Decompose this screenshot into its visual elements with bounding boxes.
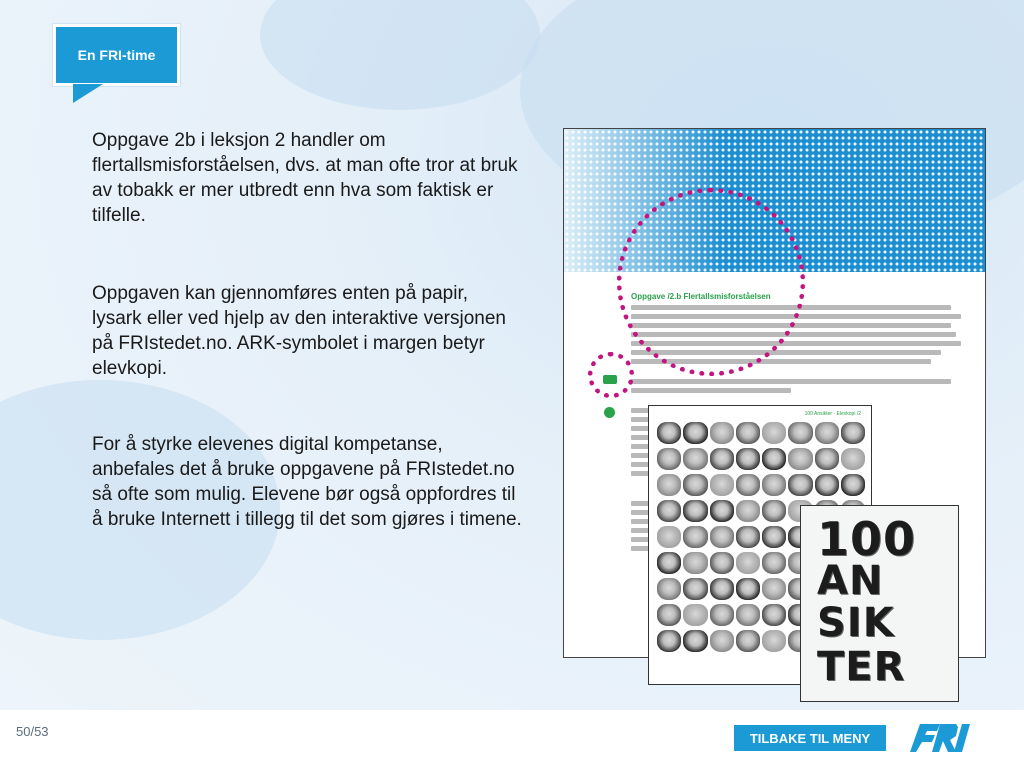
portrait-thumbnail bbox=[710, 578, 734, 600]
portrait-thumbnail bbox=[657, 578, 681, 600]
elevkopi-label: 100 Ansikter · Elevkopi /2 bbox=[804, 411, 861, 417]
portrait-thumbnail bbox=[710, 630, 734, 652]
text-line bbox=[631, 388, 791, 393]
section-tag bbox=[53, 24, 180, 86]
portrait-thumbnail bbox=[657, 552, 681, 574]
portrait-thumbnail bbox=[815, 422, 839, 444]
portrait-thumbnail bbox=[657, 474, 681, 496]
portrait-thumbnail bbox=[762, 552, 786, 574]
portrait-thumbnail bbox=[736, 474, 760, 496]
portrait-thumbnail bbox=[657, 500, 681, 522]
portrait-thumbnail bbox=[736, 604, 760, 626]
lesson-heading: Oppgave /2.b Flertallsmisforståelsen bbox=[631, 292, 771, 301]
portrait-thumbnail bbox=[841, 448, 865, 470]
portrait-thumbnail bbox=[683, 552, 707, 574]
portrait-thumbnail bbox=[683, 604, 707, 626]
portrait-thumbnail bbox=[657, 422, 681, 444]
back-to-menu-button[interactable] bbox=[734, 725, 886, 751]
portrait-thumbnail bbox=[736, 578, 760, 600]
portrait-thumbnail bbox=[762, 578, 786, 600]
paragraph-intro: Oppgave 2b i leksjon 2 handler om flertallsmisforståelsen, dvs. at man ofte tror at bruk av tobakk er mer utbredt enn hva som faktisk er tilfelle. bbox=[92, 130, 518, 226]
book-title-line: SIK bbox=[817, 600, 895, 646]
portrait-thumbnail bbox=[683, 500, 707, 522]
portrait-thumbnail bbox=[762, 526, 786, 548]
portrait-thumbnail bbox=[710, 448, 734, 470]
portrait-thumbnail bbox=[710, 422, 734, 444]
highlight-circle bbox=[617, 188, 805, 376]
book-title-line: 100 bbox=[817, 512, 917, 566]
portrait-thumbnail bbox=[657, 448, 681, 470]
portrait-thumbnail bbox=[657, 630, 681, 652]
portrait-thumbnail bbox=[657, 526, 681, 548]
portrait-thumbnail bbox=[683, 474, 707, 496]
portrait-thumbnail bbox=[710, 552, 734, 574]
portrait-thumbnail bbox=[736, 552, 760, 574]
portrait-thumbnail bbox=[710, 500, 734, 522]
page-number: 50/53 bbox=[16, 724, 49, 739]
portrait-thumbnail bbox=[815, 448, 839, 470]
book-title-line: TER bbox=[817, 644, 906, 690]
portrait-thumbnail bbox=[788, 474, 812, 496]
portrait-thumbnail bbox=[683, 422, 707, 444]
text-line bbox=[631, 379, 951, 384]
portrait-thumbnail bbox=[762, 630, 786, 652]
portrait-thumbnail bbox=[762, 474, 786, 496]
section-tag-label: En FRI-time bbox=[77, 47, 156, 63]
portrait-thumbnail bbox=[683, 448, 707, 470]
portrait-thumbnail bbox=[710, 604, 734, 626]
portrait-thumbnail bbox=[683, 526, 707, 548]
portrait-thumbnail bbox=[657, 604, 681, 626]
portrait-thumbnail bbox=[683, 578, 707, 600]
fri-logo[interactable] bbox=[910, 722, 982, 754]
portrait-thumbnail bbox=[788, 422, 812, 444]
info-icon bbox=[604, 407, 615, 418]
portrait-thumbnail bbox=[762, 448, 786, 470]
background-shape bbox=[260, 0, 540, 110]
book-title-line: AN bbox=[817, 558, 884, 604]
portrait-thumbnail bbox=[736, 448, 760, 470]
portrait-thumbnail bbox=[815, 474, 839, 496]
paragraph-digital: For å styrke elevenes digital kompetanse, anbefales det å bruke oppgavene på FRIstedet.no så ofte som mulig. Elevene bør også oppfordres til å bruke Internett i tillegg til det som gjøres i timene. bbox=[92, 434, 522, 530]
portrait-thumbnail bbox=[683, 630, 707, 652]
portrait-thumbnail bbox=[710, 526, 734, 548]
portrait-thumbnail bbox=[841, 474, 865, 496]
portrait-thumbnail bbox=[736, 526, 760, 548]
portrait-thumbnail bbox=[736, 630, 760, 652]
portrait-thumbnail bbox=[762, 604, 786, 626]
portrait-thumbnail bbox=[762, 500, 786, 522]
book-cover-image bbox=[800, 505, 959, 702]
paragraph-method: Oppgaven kan gjennomføres enten på papir, lysark eller ved hjelp av den interaktive versjonen på FRIstedet.no. ARK-symbolet i margen betyr elevkopi. bbox=[92, 283, 506, 379]
section-tag-tail bbox=[73, 84, 103, 103]
portrait-thumbnail bbox=[788, 448, 812, 470]
highlight-circle-small bbox=[588, 352, 634, 398]
portrait-thumbnail bbox=[762, 422, 786, 444]
portrait-thumbnail bbox=[736, 500, 760, 522]
back-to-menu-label: TILBAKE TIL MENY bbox=[749, 730, 871, 746]
portrait-thumbnail bbox=[710, 474, 734, 496]
portrait-thumbnail bbox=[736, 422, 760, 444]
portrait-thumbnail bbox=[841, 422, 865, 444]
